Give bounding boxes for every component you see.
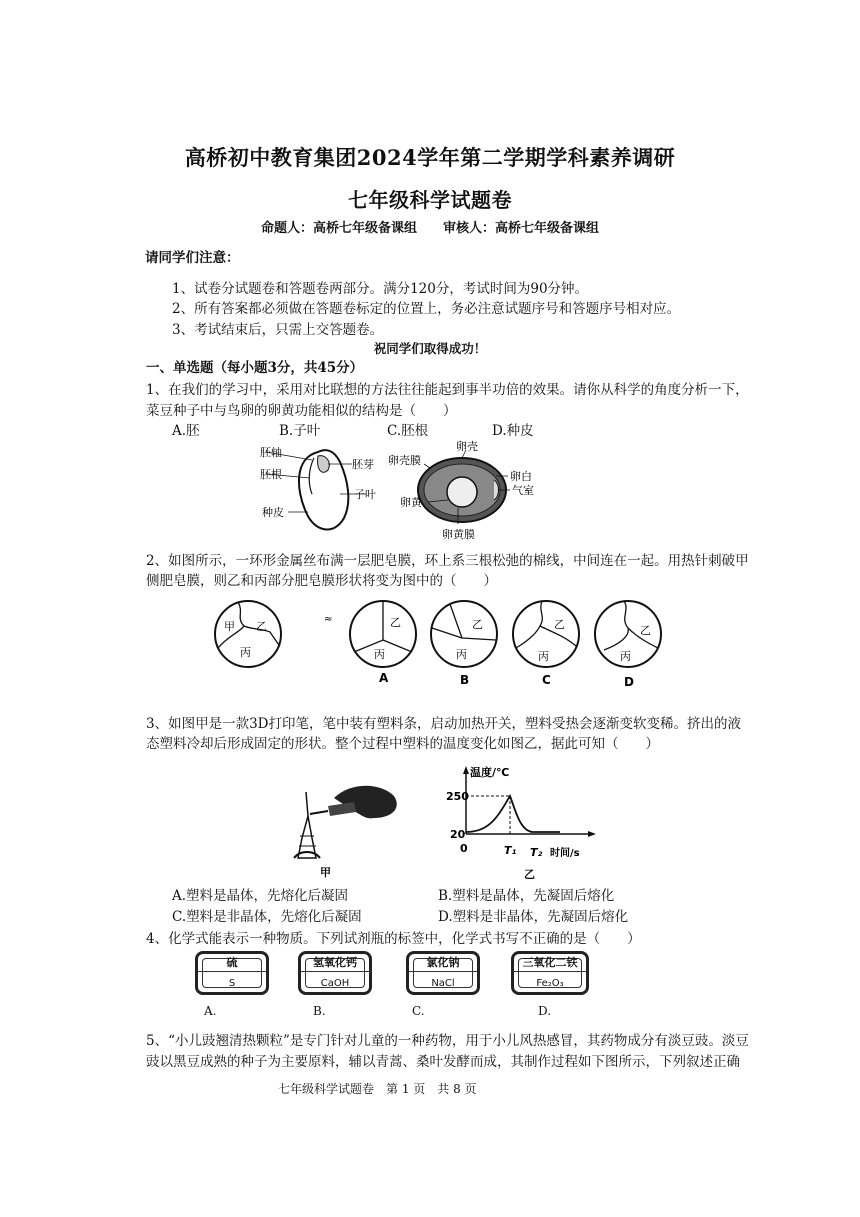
notice-item: 1、试卷分试题卷和答题卷两部分。满分120分，考试时间为90分钟。 bbox=[172, 281, 589, 297]
q4-option-a: A. bbox=[204, 1004, 217, 1018]
seed-label: 胚根 bbox=[260, 468, 282, 481]
y-axis-label: 温度/℃ bbox=[470, 766, 510, 779]
seed-label: 胚芽 bbox=[352, 458, 374, 471]
q3-option-a: A.塑料是晶体，先熔化后凝固 bbox=[172, 888, 349, 904]
film-label-yi: 乙 bbox=[554, 618, 565, 631]
page-footer: 七年级科学试题卷 第 1 页 共 8 页 bbox=[278, 1082, 477, 1096]
x-axis-label: 时间/s bbox=[550, 848, 580, 859]
film-label-yi: 乙 bbox=[472, 618, 483, 631]
film-label-yi: 乙 bbox=[256, 620, 267, 633]
3d-printing-pen-figure bbox=[270, 778, 420, 878]
film-label-bing: 丙 bbox=[456, 648, 467, 661]
reagent-formula: S bbox=[228, 978, 236, 989]
option-label-c: C bbox=[542, 673, 551, 687]
reagent-name: 硫 bbox=[198, 955, 266, 972]
egg-label: 卵黄 bbox=[400, 496, 422, 509]
reagent-label-b bbox=[298, 951, 372, 995]
seed-label: 种皮 bbox=[262, 506, 284, 519]
temperature-curve bbox=[466, 796, 560, 832]
option-label-b: B bbox=[460, 673, 470, 687]
temperature-chart bbox=[436, 762, 606, 882]
film-label-bing: 丙 bbox=[374, 648, 385, 661]
film-label-jia: 甲 bbox=[224, 620, 235, 633]
q1-option-b: B.子叶 bbox=[279, 423, 321, 439]
soap-film-original bbox=[215, 601, 281, 667]
soap-film-option-d bbox=[595, 601, 661, 667]
notice-item: 2、所有答案都必须做在答题卷标定的位置上，务必注意试题序号和答题序号相对应。 bbox=[172, 301, 681, 317]
reagent-label-a bbox=[195, 951, 269, 995]
option-label-a: A bbox=[379, 671, 389, 685]
bean-seed-diagram bbox=[256, 440, 386, 540]
question-3-line: 3、如图甲是一款3D打印笔，笔中装有塑料条，启动加热开关，塑料受热会逐渐变软变稀。挤出的液 bbox=[146, 716, 742, 732]
exam-title: 高桥初中教育集团2024学年第二学期学科素养调研 bbox=[184, 145, 676, 170]
option-label-d: D bbox=[624, 675, 634, 689]
notice-wish: 祝同学们取得成功！ bbox=[373, 341, 487, 356]
reagent-label-d bbox=[511, 951, 589, 995]
x-tick-label: T₂ bbox=[530, 846, 543, 859]
reagent-name: 三氧化二铁 bbox=[514, 955, 586, 972]
reagent-name: 氯化钠 bbox=[409, 955, 477, 972]
egg-label: 卵壳膜 bbox=[388, 454, 421, 467]
film-label-yi: 乙 bbox=[640, 624, 651, 637]
question-1-line: 1、在我们的学习中，采用对比联想的方法往往能起到事半功倍的效果。请你从科学的角度分析一下， bbox=[146, 382, 749, 398]
svg-text:≈: ≈ bbox=[324, 614, 333, 625]
soap-film-option-c bbox=[513, 601, 579, 667]
exam-subtitle: 七年级科学试题卷 bbox=[348, 188, 512, 212]
soap-film-option-b bbox=[431, 601, 497, 667]
bird-egg-diagram bbox=[386, 440, 546, 544]
figure-caption-jia: 甲 bbox=[320, 866, 331, 878]
question-5-line: 豉以黑豆成熟的种子为主要原料，辅以青蒿、桑叶发酵而成，其制作过程如下图所示，下列叙述正确 bbox=[146, 1054, 740, 1070]
film-label-bing: 丙 bbox=[240, 646, 251, 659]
section-heading: 一、单选题（每小题3分，共45分） bbox=[146, 360, 364, 376]
q3-option-d: D.塑料是非晶体，先凝固后熔化 bbox=[438, 909, 629, 925]
y-tick-label: 20 bbox=[450, 828, 466, 841]
egg-label: 卵白 bbox=[510, 470, 532, 483]
reagent-formula: Fe₂O₃ bbox=[536, 978, 564, 989]
film-label-yi: 乙 bbox=[390, 616, 401, 629]
egg-label: 卵壳 bbox=[456, 440, 478, 453]
film-label-bing: 丙 bbox=[538, 650, 549, 663]
seed-label: 子叶 bbox=[354, 488, 376, 501]
q4-option-d: D. bbox=[538, 1004, 552, 1018]
film-label-bing: 丙 bbox=[620, 650, 631, 663]
exam-authors: 命题人：高桥七年级备课组 审核人：高桥七年级备课组 bbox=[260, 221, 599, 236]
soap-film-option-a bbox=[350, 601, 416, 667]
x-axis-arrow bbox=[588, 831, 596, 837]
q1-option-a: A.胚 bbox=[172, 423, 200, 439]
figure-caption-yi: 乙 bbox=[524, 868, 535, 881]
y-axis-arrow bbox=[463, 766, 469, 774]
q4-option-b: B. bbox=[313, 1004, 326, 1018]
soap-film-diagrams bbox=[200, 598, 680, 694]
q3-option-c: C.塑料是非晶体，先熔化后凝固 bbox=[172, 909, 362, 925]
x-tick-label: T₁ bbox=[504, 844, 517, 857]
question-4-line: 4、化学式能表示一种物质。下列试剂瓶的标签中，化学式书写不正确的是（ ） bbox=[146, 931, 641, 947]
question-5-line: 5、“小儿豉翘清热颗粒”是专门针对儿童的一种药物，用于小儿风热感冒，其药物成分有淡豆豉。淡豆 bbox=[146, 1033, 749, 1049]
seed-label: 胚轴 bbox=[260, 446, 282, 459]
q1-option-c: C.胚根 bbox=[387, 423, 429, 439]
notice-item: 3、考试结束后，只需上交答题卷。 bbox=[172, 322, 384, 338]
reagent-name: 氢氧化钙 bbox=[301, 955, 369, 972]
egg-label: 卵黄膜 bbox=[442, 528, 475, 541]
x-tick-label: 0 bbox=[460, 842, 468, 855]
reagent-label-c bbox=[406, 951, 480, 995]
q3-option-b: B.塑料是晶体，先凝固后熔化 bbox=[438, 888, 615, 904]
notice-heading: 请同学们注意： bbox=[145, 250, 240, 266]
q1-option-d: D.种皮 bbox=[492, 423, 534, 439]
y-tick-label: 250 bbox=[446, 790, 469, 803]
question-2-line: 侧肥皂膜，则乙和丙部分肥皂膜形状将变为图中的（ ） bbox=[146, 573, 497, 589]
question-1-line: 菜豆种子中与鸟卵的卵黄功能相似的结构是（ ） bbox=[146, 403, 457, 419]
egg-label: 气室 bbox=[512, 484, 534, 497]
question-2-line: 2、如图所示，一环形金属丝布满一层肥皂膜，环上系三根松弛的棉线，中间连在一起。用热针刺破甲 bbox=[146, 553, 749, 569]
reagent-formula: NaCl bbox=[431, 978, 455, 989]
reagent-formula: CaOH bbox=[320, 978, 350, 989]
question-3-line: 态塑料冷却后形成固定的形状。整个过程中塑料的温度变化如图乙，据此可知（ ） bbox=[146, 736, 659, 752]
q4-option-c: C. bbox=[412, 1004, 425, 1018]
